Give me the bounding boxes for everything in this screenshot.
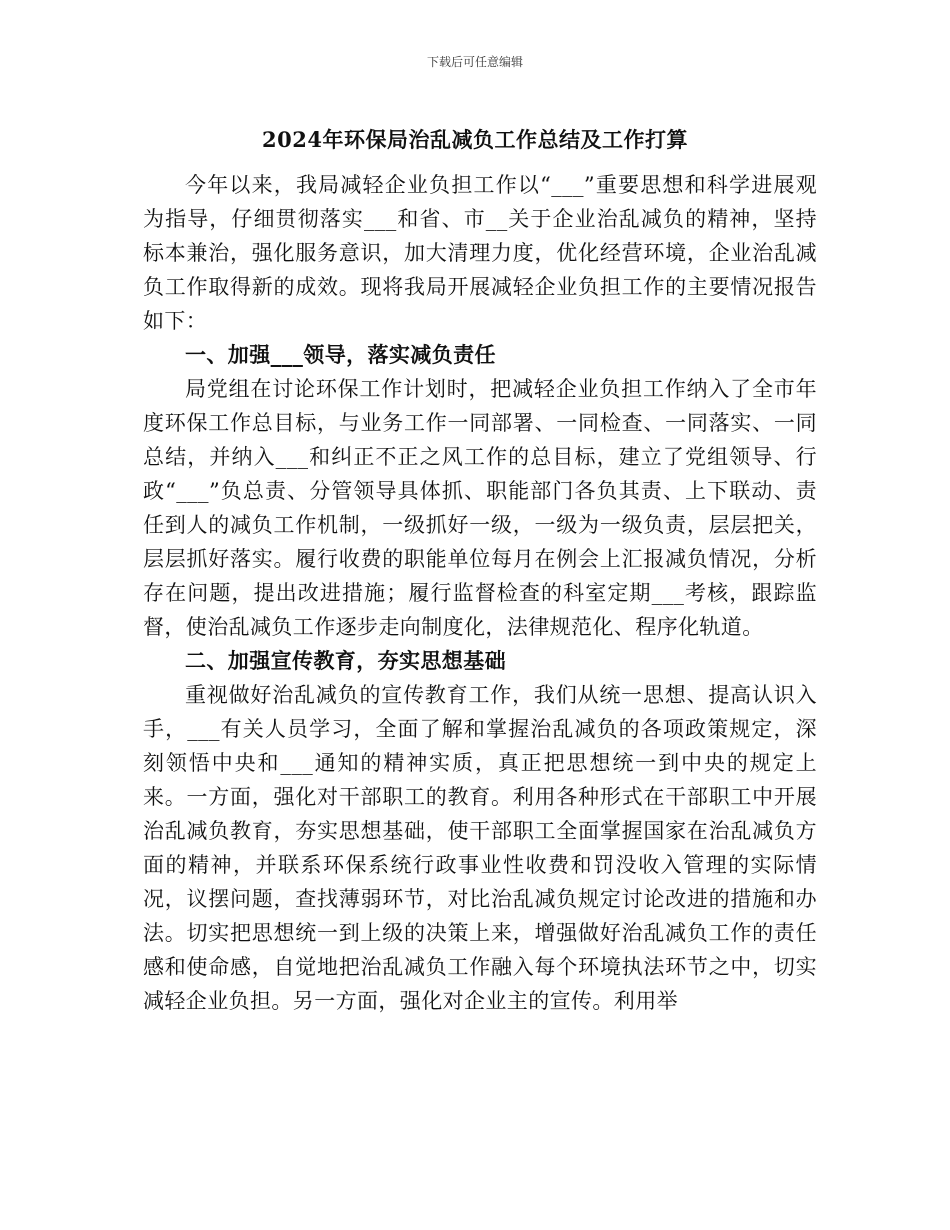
- section-1-heading: 一、加强___领导，落实减负责任: [185, 343, 496, 367]
- section-1-paragraph: 局党组在讨论环保工作计划时，把减轻企业负担工作纳入了全市年度环保工作总目标，与业务工作一同部署、一同检查、一同落实、一同总结，并纳入___和纠正不正之风工作的总目标，建立了党组领导、行政“___”负总责、分管领导具体抓、职能部门各负其责、上下联动、责任到人的减负工作机制，一级抓好一级，一级为一级负责，层层把关，层层抓好落实。履行收费的职能单位每月在例会上汇报减负情况，分析存在问题，提出改进措施；履行监督检查的科室定期___考核，跟踪监督，使治乱减负工作逐步走向制度化，法律规范化、程序化轨道。: [143, 377, 817, 639]
- intro-paragraph: 今年以来，我局减轻企业负担工作以“___”重要思想和科学进展观为指导，仔细贯彻落实___和省、市__关于企业治乱减负的精神，坚持标本兼治，强化服务意识，加大清理力度，优化经营环境，企业治乱减负工作取得新的成效。现将我局开展减轻企业负担工作的主要情况报告如下：: [143, 173, 817, 333]
- document-title: 2024年环保局治乱减负工作总结及工作打算: [262, 127, 688, 152]
- header-note: 下载后可任意编辑: [426, 55, 523, 69]
- document-body: [143, 168, 817, 1018]
- section-2-heading: 二、加强宣传教育，夯实思想基础: [185, 649, 506, 673]
- section-2-paragraph: 重视做好治乱减负的宣传教育工作，我们从统一思想、提高认识入手，___有关人员学习，全面了解和掌握治乱减负的各项政策规定，深刻领悟中央和___通知的精神实质，真正把思想统一到中央的规定上来。一方面，强化对干部职工的教育。利用各种形式在干部职工中开展治乱减负教育，夯实思想基础，使干部职工全面掌握国家在治乱减负方面的精神，并联系环保系统行政事业性收费和罚没收入管理的实际情况，议摆问题，查找薄弱环节，对比治乱减负规定讨论改进的措施和办法。切实把思想统一到上级的决策上来，增强做好治乱减负工作的责任感和使命感，自觉地把治乱减负工作融入每个环境执法环节之中，切实减轻企业负担。另一方面，强化对企业主的宣传。利用举: [143, 683, 817, 1013]
